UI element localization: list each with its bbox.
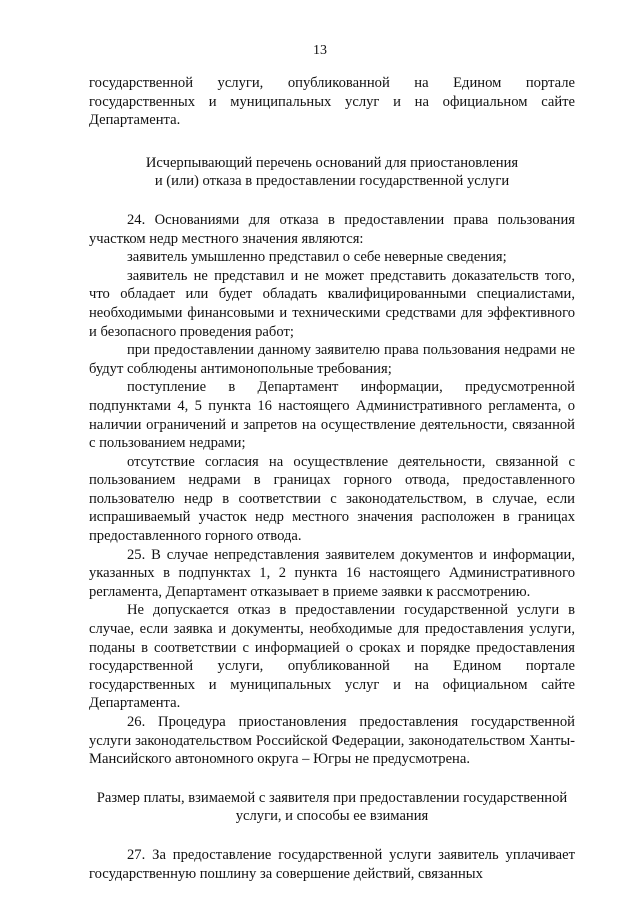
page-number: 13 (313, 43, 327, 58)
paragraph-continuation: государственной услуги, опубликованной на Едином портале государственных и муниципальных услуг и на официальном сайте Департамента. (89, 75, 575, 129)
paragraph-24-item-no-evidence: заявитель не представил и не может представить доказательств того, что обладает или будет обладать квалифицированными специалистами, необходимыми финансовыми и техническими средствами для эффективного и безопасного проведения работ; (89, 267, 575, 340)
paragraph-24-item-restrictions: поступление в Департамент информации, предусмотренной подпунктами 4, 5 пункта 16 настоящего Административного регламента, о наличии ограничений и запретов на осуществление деятельности, связанной с пользованием недрами; (89, 379, 575, 452)
paragraph-25-not-allowed: Не допускается отказ в предоставлении государственной услуги в случае, если заявка и документы, необходимые для предоставления услуги, поданы в соответствии с информацией о сроках и порядке предоставления государственной услуги, опубликованной на Едином портале государственных и муниципальных услуг и на официальном сайте Департамента. (89, 602, 575, 712)
section-heading-fee: Размер платы, взимаемой с заявителя при предоставлении государственной услуги, и способы ее взимания (96, 789, 568, 825)
paragraph-25: 25. В случае непредставления заявителем документов и информации, указанных в подпунктах 1, 2 пункта 16 настоящего Административного регламента, Департамент отказывает в приеме заявки к рассмотрению. (89, 546, 575, 600)
document-body (89, 74, 575, 883)
paragraph-24-item-no-consent: отсутствие согласия на осуществление деятельности, связанной с пользованием недрами в границах горного отвода, предоставленного пользователю недр в соответствии с законодательством, в случае, если испрашиваемый участок недр местного значения расположен в границах предоставленного горного отвода. (89, 453, 575, 545)
paragraph-26: 26. Процедура приостановления предоставления государственной услуги законодательством Российской Федерации, законодательством Ханты-Мансийского автономного округа – Югры не предусмотрена. (89, 714, 575, 768)
paragraph-24-item-antimonopoly: при предоставлении данному заявителю права пользования недрами не будут соблюдены антимонопольные требования; (89, 342, 575, 377)
paragraph-27: 27. За предоставление государственной услуги заявитель уплачивает государственную пошлину за совершение действий, связанных (89, 846, 575, 882)
paragraph-24: 24. Основаниями для отказа в предоставлении права пользования участком недр местного значения являются: (89, 211, 575, 247)
paragraph-24-item-false-info: заявитель умышленно представил о себе неверные сведения; (127, 249, 507, 266)
section-heading-refusal-grounds: Исчерпывающий перечень оснований для приостановления и (или) отказа в предоставлении государственной услуги (145, 154, 519, 190)
